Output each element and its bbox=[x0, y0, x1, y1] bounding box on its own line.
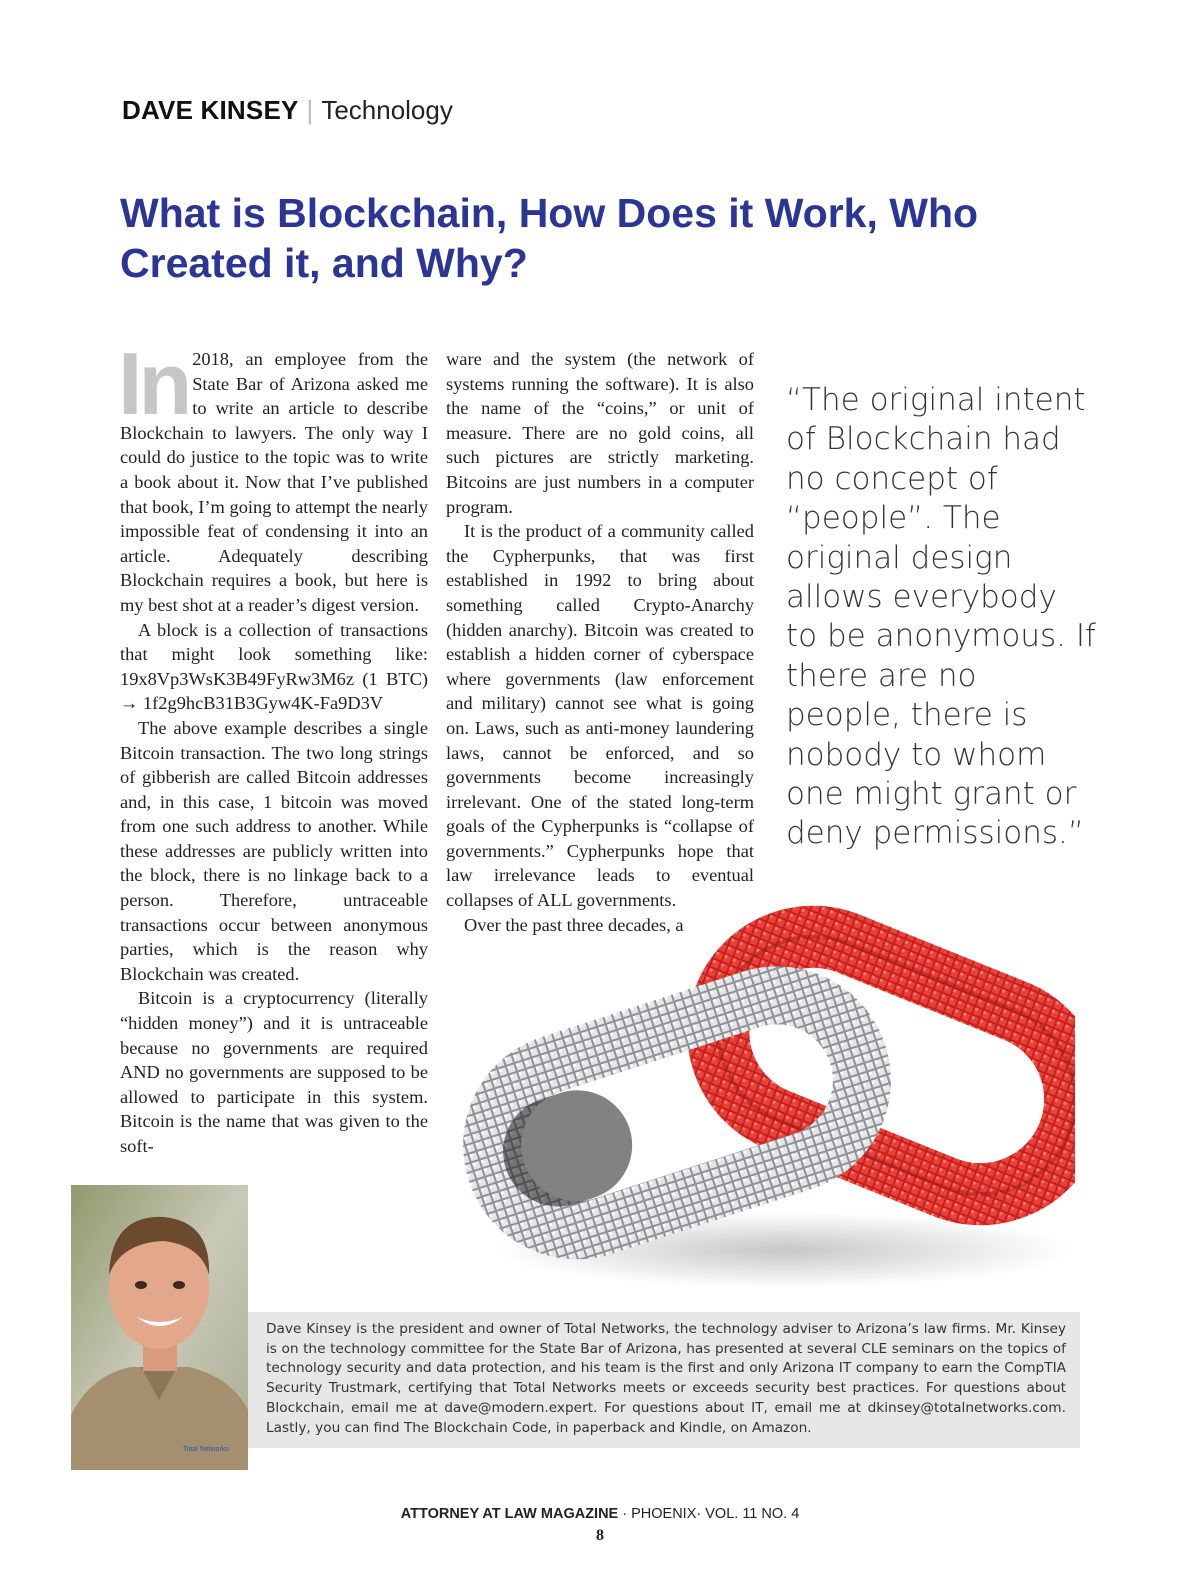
author-name: DAVE KINSEY bbox=[122, 95, 299, 125]
page-number: 8 bbox=[596, 1527, 604, 1544]
paragraph-2: A block is a collection of transactions that might look something like: 19x8Vp3WsK3B49FyRw3M6z (1 BTC) → 1f2g9hcB31B3Gyw4K-Fa9D3V bbox=[120, 619, 428, 714]
author-bio: Dave Kinsey is the president and owner of Total Networks, the technology adviser to Arizona’s law firms. Mr. Kinsey is on the technology committee for the State Bar of Arizona, has presented at several CLE seminars on the topics of technology security and data protection, and his team is the first and only Arizona IT company to earn the CompTIA Security Trustmark, certifying that Total Networks meets or exceeds security best practices. For questions about Blockchain, email me at dave@modern.expert. For questions about IT, email me at dkinsey@totalnetworks.com. Lastly, you can find The Blockchain Code, in paperback and Kindle, on Amazon. bbox=[248, 1312, 1080, 1448]
shirt-logo: Total Networks bbox=[183, 1446, 229, 1453]
author-photo bbox=[71, 1185, 248, 1470]
section-label: Technology bbox=[321, 95, 453, 125]
paragraph-7: Over the past three decades, a bbox=[464, 914, 684, 935]
header-separator: | bbox=[306, 95, 314, 125]
paragraph-3: The above example describes a single Bitcoin transaction. The two long strings of gibberish are called Bitcoin addresses and, in this case, 1 bitcoin was moved from one such address to another. While these addresses are publicly written into the block, there is no linkage back to a person. Therefore, untraceable transactions occur between anonymous parties, which is the reason why Blockchain was created. bbox=[120, 717, 428, 984]
article-header bbox=[122, 92, 453, 128]
paragraph-1: 2018, an employee from the State Bar of Arizona asked me to write an article to describe Blockchain to lawyers. The only way I could do justice to the topic was to write a book about it. Now that I’ve published that book, I’m going to attempt the nearly impossible feat of condensing it into an article. Adequately describing Blockchain requires a book, but here is my best shot at a reader’s digest version. bbox=[120, 349, 428, 615]
paragraph-6: It is the product of a community called the Cypherpunks, that was first established in 1992 to bring about something called Crypto-Anarchy (hidden anarchy). Bitcoin was created to establish a hidden corner of cyberspace where governments (law enforcement and military) cannot see what is going on. Laws, such as anti-money laundering laws, cannot be enforced, and so governments become increasingly irrelevant. One of the stated long-term goals of the Cypherpunks is “collapse of governments.” Cypherpunks hope that law irrelevance leads to eventual collapses of ALL governments. bbox=[446, 521, 754, 911]
paragraph-5: ware and the system (the network of systems running the software). It is also the name of the “coins,” or unit of measure. There are no gold coins, all such pictures are strictly marketing. Bitcoins are just numbers in a computer program. bbox=[446, 349, 754, 517]
issue-info: · PHOENIX· VOL. 11 NO. 4 bbox=[618, 1506, 800, 1522]
article-title: What is Blockchain, How Does it Work, Who Created it, and Why? bbox=[120, 190, 979, 286]
magazine-footer bbox=[0, 1505, 1200, 1523]
pull-quote: “The original intent of Blockchain had no concept of “people”. The original design allows everybody to be anonymous. If there are no people, there is nobody to whom one might grant or deny permissions.” bbox=[786, 382, 1096, 852]
blockchain-chain-illustration bbox=[455, 905, 1075, 1295]
paragraph-4-text: Bitcoin is a cryptocurrency (literally “hidden money”) and it is untraceable because no governments are required AND no governments are supposed to be allowed to participate in this system. Bitcoin is the name that was given to the soft- bbox=[120, 988, 428, 1156]
paragraph-4 bbox=[120, 986, 428, 1158]
magazine-name: ATTORNEY AT LAW MAGAZINE bbox=[400, 1506, 619, 1522]
article-column-2 bbox=[446, 347, 754, 937]
article-column-1 bbox=[118, 334, 428, 1159]
drop-cap: In bbox=[118, 334, 189, 433]
